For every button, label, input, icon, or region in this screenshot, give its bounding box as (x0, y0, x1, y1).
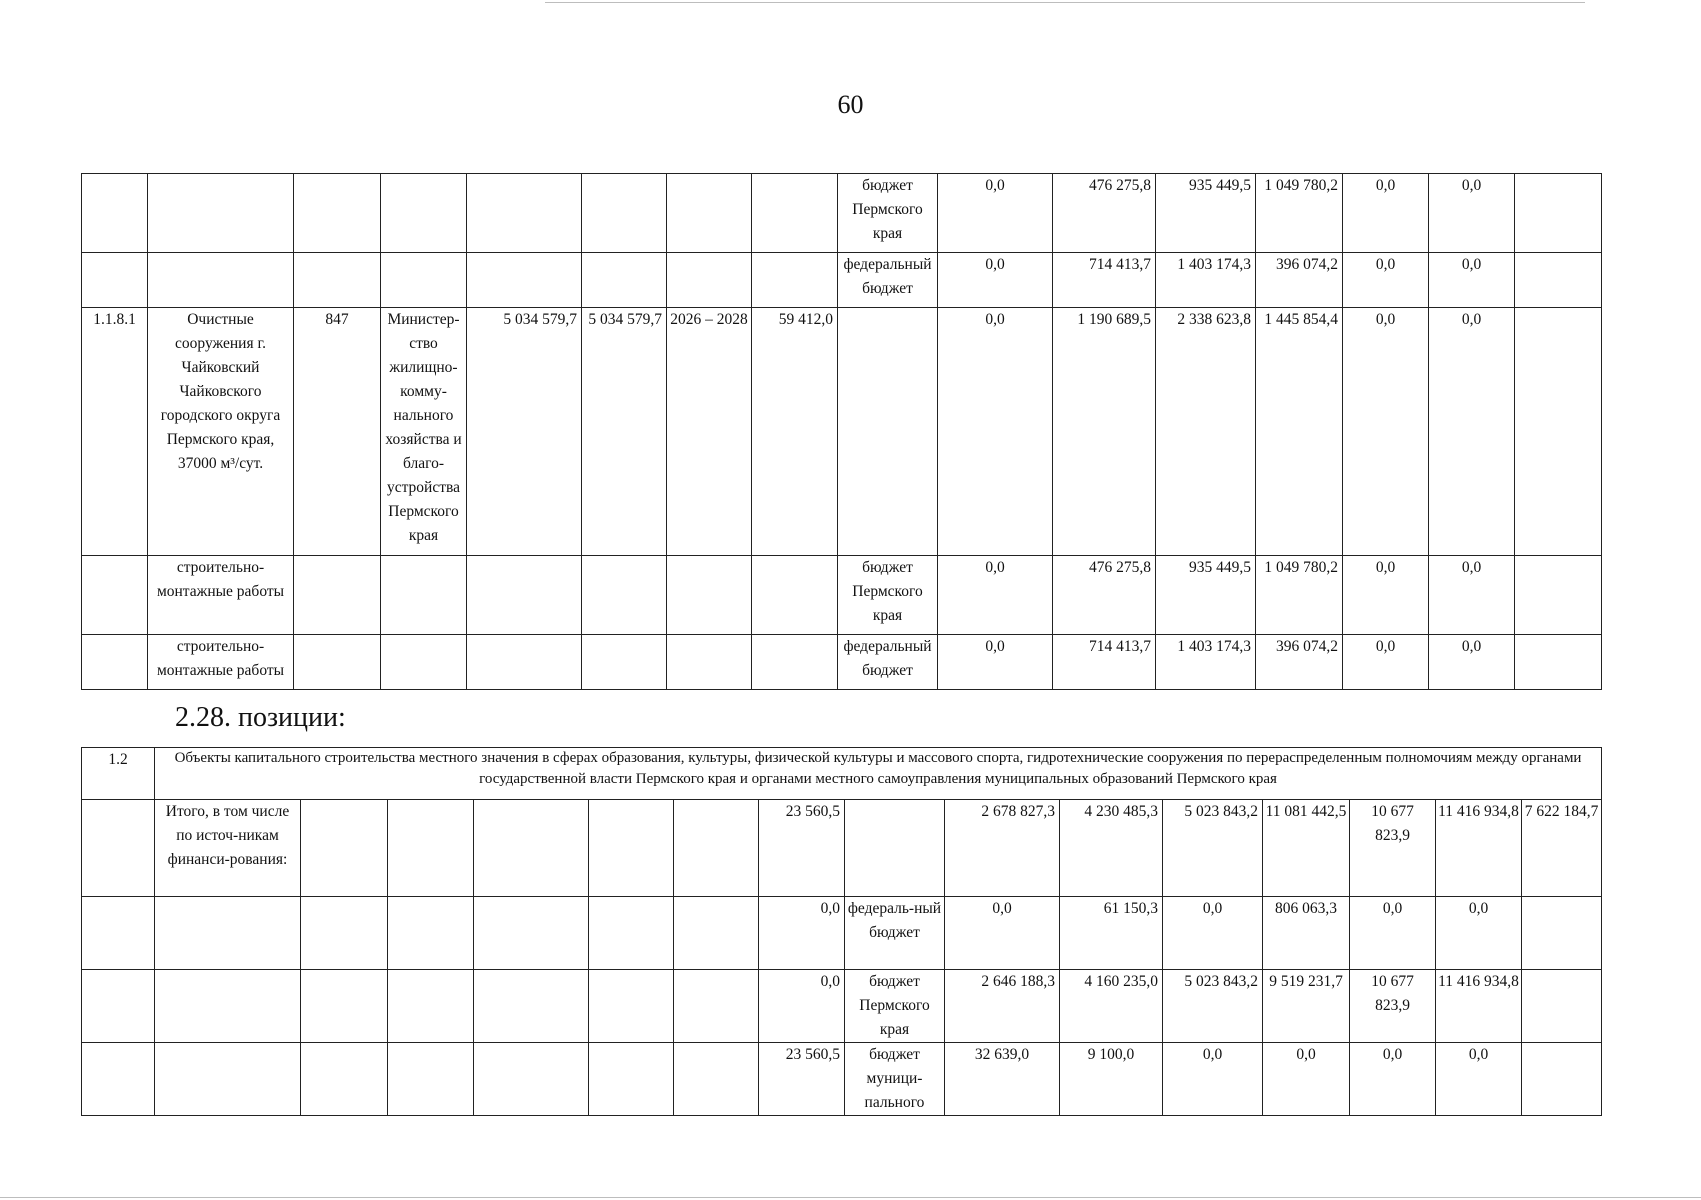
value-cell: 0,0 (1429, 253, 1515, 308)
table-cell (589, 1043, 674, 1116)
table-row (82, 970, 1602, 1043)
funding-source-cell: федераль-ный бюджет (845, 897, 945, 970)
value-cell: 11 416 934,8 (1436, 970, 1522, 1043)
value-cell: 0,0 (938, 308, 1053, 556)
table-cell (388, 800, 474, 897)
table-cell (301, 800, 388, 897)
table-cell (589, 897, 674, 970)
value-cell: 1 049 780,2 (1256, 174, 1343, 253)
table-cell (467, 556, 582, 635)
table-cell (82, 800, 155, 897)
table-row (82, 800, 1602, 897)
value-cell: 1 445 854,4 (1256, 308, 1343, 556)
table-cell (155, 897, 301, 970)
value-cell: 2 338 623,8 (1156, 308, 1256, 556)
value-cell: 7 622 184,7 (1522, 800, 1602, 897)
value-cell: 11 081 442,5 (1263, 800, 1350, 897)
value-cell: 0,0 (1429, 556, 1515, 635)
value-cell: 10 677 823,9 (1350, 970, 1436, 1043)
table-cell (155, 1043, 301, 1116)
value-cell: 0,0 (1343, 174, 1429, 253)
value-cell (1515, 253, 1602, 308)
table-row (82, 308, 1602, 556)
budget-table-1 (81, 173, 1602, 690)
table-row (82, 897, 1602, 970)
value-cell: 5 023 843,2 (1163, 970, 1263, 1043)
value-cell: 32 639,0 (945, 1043, 1060, 1116)
table-cell (674, 1043, 759, 1116)
value-cell: 23 560,5 (759, 800, 845, 897)
table-cell (388, 970, 474, 1043)
funding-source-cell: бюджет муници-пального (845, 1043, 945, 1116)
table-cell (582, 253, 667, 308)
value-cell (1522, 897, 1602, 970)
table-cell (752, 635, 838, 690)
responsible-body-cell: Министер-ство жилищно-комму-нального хозяйства и благо-устройства Пермского края (381, 308, 467, 556)
table-cell (381, 556, 467, 635)
table-cell (301, 970, 388, 1043)
funding-source-cell: бюджет Пермского края (838, 174, 938, 253)
table-row (82, 556, 1602, 635)
table-cell (82, 897, 155, 970)
page-number: 60 (837, 90, 864, 119)
value-cell: 2 678 827,3 (945, 800, 1060, 897)
value-cell: 714 413,7 (1053, 253, 1156, 308)
table-cell (148, 174, 294, 253)
table-cell (582, 635, 667, 690)
value-cell: 1 403 174,3 (1156, 635, 1256, 690)
value-cell: 1 403 174,3 (1156, 253, 1256, 308)
value-cell: 4 160 235,0 (1060, 970, 1163, 1043)
table-cell (667, 174, 752, 253)
table-cell (82, 253, 148, 308)
value-cell: 0,0 (1163, 1043, 1263, 1116)
table-row (82, 635, 1602, 690)
table-cell (82, 1043, 155, 1116)
value-cell: 0,0 (1163, 897, 1263, 970)
value-cell: 0,0 (1429, 174, 1515, 253)
value-cell: 0,0 (938, 174, 1053, 253)
table-cell (589, 800, 674, 897)
section-heading: 2.28. позиции: (175, 702, 346, 733)
table-cell (82, 556, 148, 635)
table-cell (294, 174, 381, 253)
value-cell: 0,0 (938, 253, 1053, 308)
table-cell (82, 174, 148, 253)
value-cell: 10 677 823,9 (1350, 800, 1436, 897)
object-name-cell: Очистные сооружения г. Чайковский Чайковского городского округа Пермского края, 37000 м³/сут. (148, 308, 294, 556)
table-cell (82, 970, 155, 1043)
table-cell (752, 174, 838, 253)
value-cell: 59 412,0 (752, 308, 838, 556)
table-cell (381, 635, 467, 690)
funding-source-cell (838, 308, 938, 556)
value-cell (1522, 970, 1602, 1043)
value-cell: 23 560,5 (759, 1043, 845, 1116)
table-cell (674, 897, 759, 970)
section-description-cell: Объекты капитального строительства местного значения в сферах образования, культуры, физической культуры и массового спорта, гидротехнические сооружения по перераспределенным полномочиям между органами государственной власти Пермского края и органами местного самоуправления муниципальных образований Пермского края (155, 748, 1602, 800)
value-cell: 0,0 (1343, 556, 1429, 635)
value-cell: 1 049 780,2 (1256, 556, 1343, 635)
table-cell (388, 897, 474, 970)
value-cell: 9 519 231,7 (1263, 970, 1350, 1043)
value-cell: 61 150,3 (1060, 897, 1163, 970)
value-cell: 1 190 689,5 (1053, 308, 1156, 556)
value-cell: 4 230 485,3 (1060, 800, 1163, 897)
scan-artifact-top (545, 2, 1585, 3)
table-row (82, 253, 1602, 308)
table-cell (381, 253, 467, 308)
value-cell: 0,0 (1436, 1043, 1522, 1116)
table-cell (474, 897, 589, 970)
value-cell (1515, 556, 1602, 635)
value-cell: 0,0 (1343, 635, 1429, 690)
value-cell: 0,0 (938, 635, 1053, 690)
value-cell (1515, 635, 1602, 690)
value-cell: 0,0 (1429, 308, 1515, 556)
scan-artifact-bottom (0, 1197, 1701, 1198)
value-cell: 714 413,7 (1053, 635, 1156, 690)
table-cell (589, 970, 674, 1043)
funding-source-cell (845, 800, 945, 897)
table-row (82, 174, 1602, 253)
value-cell (1515, 174, 1602, 253)
table-cell (667, 253, 752, 308)
table-cell (467, 253, 582, 308)
table-cell (388, 1043, 474, 1116)
value-cell: 0,0 (1350, 897, 1436, 970)
table-cell (82, 635, 148, 690)
value-cell (1515, 308, 1602, 556)
value-cell (1522, 1043, 1602, 1116)
section-code-cell: 1.2 (82, 748, 155, 800)
table-cell (474, 970, 589, 1043)
value-cell: 396 074,2 (1256, 253, 1343, 308)
value-cell: 0,0 (1343, 308, 1429, 556)
value-cell: 5 023 843,2 (1163, 800, 1263, 897)
table-cell (582, 174, 667, 253)
value-cell: 5 034 579,7 (467, 308, 582, 556)
table-cell (148, 253, 294, 308)
table-cell: 847 (294, 308, 381, 556)
value-cell: 0,0 (1350, 1043, 1436, 1116)
value-cell: 396 074,2 (1256, 635, 1343, 690)
value-cell: 935 449,5 (1156, 174, 1256, 253)
funding-source-cell: федеральный бюджет (838, 253, 938, 308)
table-cell (582, 556, 667, 635)
value-cell: 0,0 (1343, 253, 1429, 308)
budget-table-2 (81, 747, 1602, 1116)
funding-source-cell: бюджет Пермского края (845, 970, 945, 1043)
table-cell (674, 970, 759, 1043)
value-cell: 0,0 (945, 897, 1060, 970)
table-cell (752, 253, 838, 308)
table-header-row (82, 748, 1602, 800)
table-cell (674, 800, 759, 897)
table-cell (752, 556, 838, 635)
value-cell: 476 275,8 (1053, 174, 1156, 253)
value-cell: 0,0 (1429, 635, 1515, 690)
work-type-cell: строительно-монтажные работы (148, 556, 294, 635)
value-cell: 0,0 (759, 897, 845, 970)
period-cell: 2026 – 2028 (667, 308, 752, 556)
table-cell (467, 174, 582, 253)
value-cell: 2 646 188,3 (945, 970, 1060, 1043)
table-cell (155, 970, 301, 1043)
value-cell: 935 449,5 (1156, 556, 1256, 635)
table-cell (301, 897, 388, 970)
value-cell: 0,0 (938, 556, 1053, 635)
funding-source-cell: федеральный бюджет (838, 635, 938, 690)
table-cell (294, 556, 381, 635)
value-cell: 11 416 934,8 (1436, 800, 1522, 897)
table-cell (667, 635, 752, 690)
value-cell: 806 063,3 (1263, 897, 1350, 970)
value-cell: 0,0 (759, 970, 845, 1043)
value-cell: 9 100,0 (1060, 1043, 1163, 1116)
table-cell (301, 1043, 388, 1116)
total-label-cell: Итого, в том числе по источ-никам финанси-рования: (155, 800, 301, 897)
table-cell (667, 556, 752, 635)
table-cell (474, 800, 589, 897)
table-cell (474, 1043, 589, 1116)
table-cell (381, 174, 467, 253)
item-code-cell: 1.1.8.1 (82, 308, 148, 556)
table-cell (467, 635, 582, 690)
value-cell: 0,0 (1436, 897, 1522, 970)
table-row (82, 1043, 1602, 1116)
work-type-cell: строительно-монтажные работы (148, 635, 294, 690)
value-cell: 5 034 579,7 (582, 308, 667, 556)
table-cell (294, 253, 381, 308)
value-cell: 476 275,8 (1053, 556, 1156, 635)
funding-source-cell: бюджет Пермского края (838, 556, 938, 635)
table-cell (294, 635, 381, 690)
value-cell: 0,0 (1263, 1043, 1350, 1116)
